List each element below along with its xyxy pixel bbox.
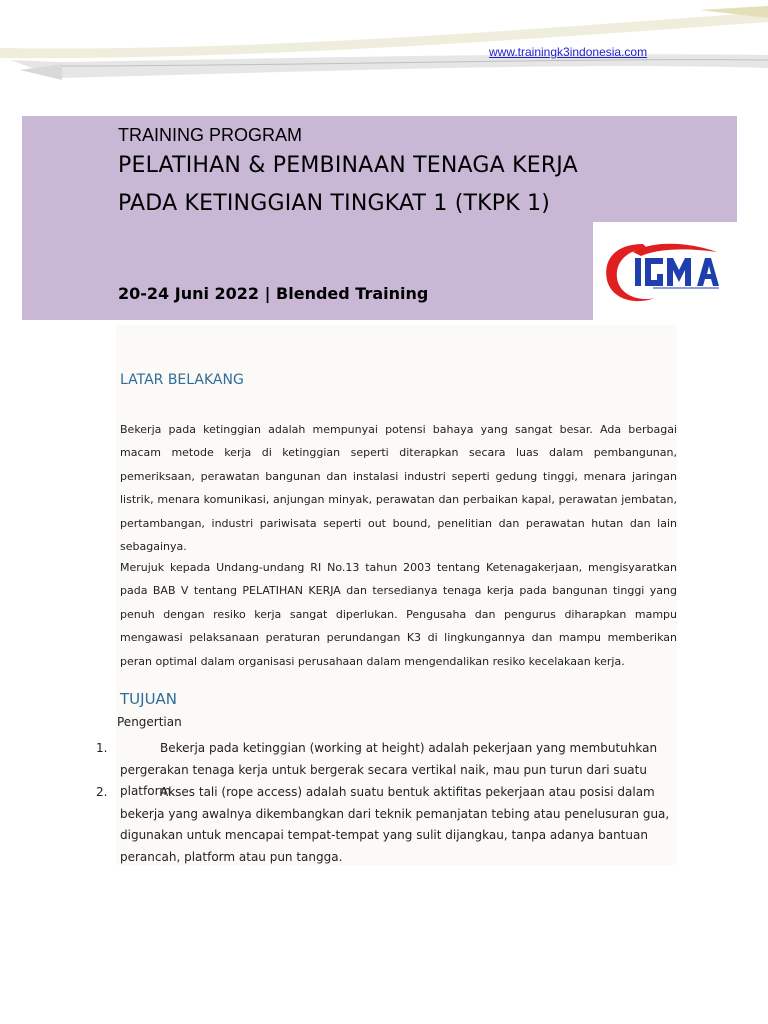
paragraph-latar-2: Merujuk kepada Undang-undang RI No.13 tahun 2003 tentang Ketenagakerjaan, mengisyaratkan pada BAB V tentang PELATIHAN KERJA dan tersedianya tenaga kerja pada bangunan tinggi yang penuh dengan resiko kerja sangat diperlukan. Pengusaha dan pengurus diharapkan mampu mengawasi pelaksanaan peraturan perundangan K3 di lingkungannya dan mampu memberikan peran optimal dalam organisasi perusahaan dalam mengendalikan resiko kecelakaan kerja. (120, 561, 677, 668)
list-item (96, 782, 680, 868)
program-title: PELATIHAN & PEMBINAAN TENAGA KERJA PADA KETINGGIAN TINGKAT 1 (TKPK 1) (118, 153, 578, 216)
list-number: 1. (96, 741, 108, 755)
list-item-text: Akses tali (rope access) adalah suatu bentuk aktifitas pekerjaan atau posisi dalam bekerja yang awalnya dikembangkan dari teknik pemanjatan tebing atau penelusuran gua, digunakan untuk mencapai tempat-tempat yang sulit dijangkau, tanpa adanya bantuan perancah, platform atau pun tangga. (120, 785, 670, 864)
program-banner (22, 116, 737, 320)
section-heading-latar-belakang: LATAR BELAKANG (120, 372, 244, 388)
program-kicker: TRAINING PROGRAM (118, 125, 303, 145)
cigma-logo-icon (593, 222, 737, 320)
website-link[interactable]: www.trainingk3indonesia.com (489, 45, 648, 59)
list-item-text: Bekerja pada ketinggian (working at height) adalah pekerjaan yang membutuhkan pergerakan tenaga kerja untuk bergerak secara vertikal naik, mau pun turun dari suatu platform. (120, 741, 658, 799)
list-number: 2. (96, 785, 108, 799)
paragraph-latar-1: Bekerja pada ketinggian adalah mempunyai potensi bahaya yang sangat besar. Ada berbagai macam metode kerja di ketinggian seperti diterapkan secara luas dalam pembangunan, pemeriksaan, perawatan bangunan dan instalasi industri seperti gedung tinggi, menara jaringan listrik, menara komunikasi, anjungan minyak, perawatan dan perbaikan kapal, perawatan jembatan, pertambangan, industri pariwisata seperti out bound, penelitian dan perawatan hutan dan lain sebagainya. (120, 423, 677, 554)
program-date: 20-24 Juni 2022 | Blended Training (118, 284, 429, 303)
header-swoosh-decoration (0, 0, 768, 110)
subheading-pengertian: Pengertian (117, 715, 182, 729)
company-logo (593, 222, 737, 320)
section-heading-tujuan: TUJUAN (120, 690, 178, 708)
